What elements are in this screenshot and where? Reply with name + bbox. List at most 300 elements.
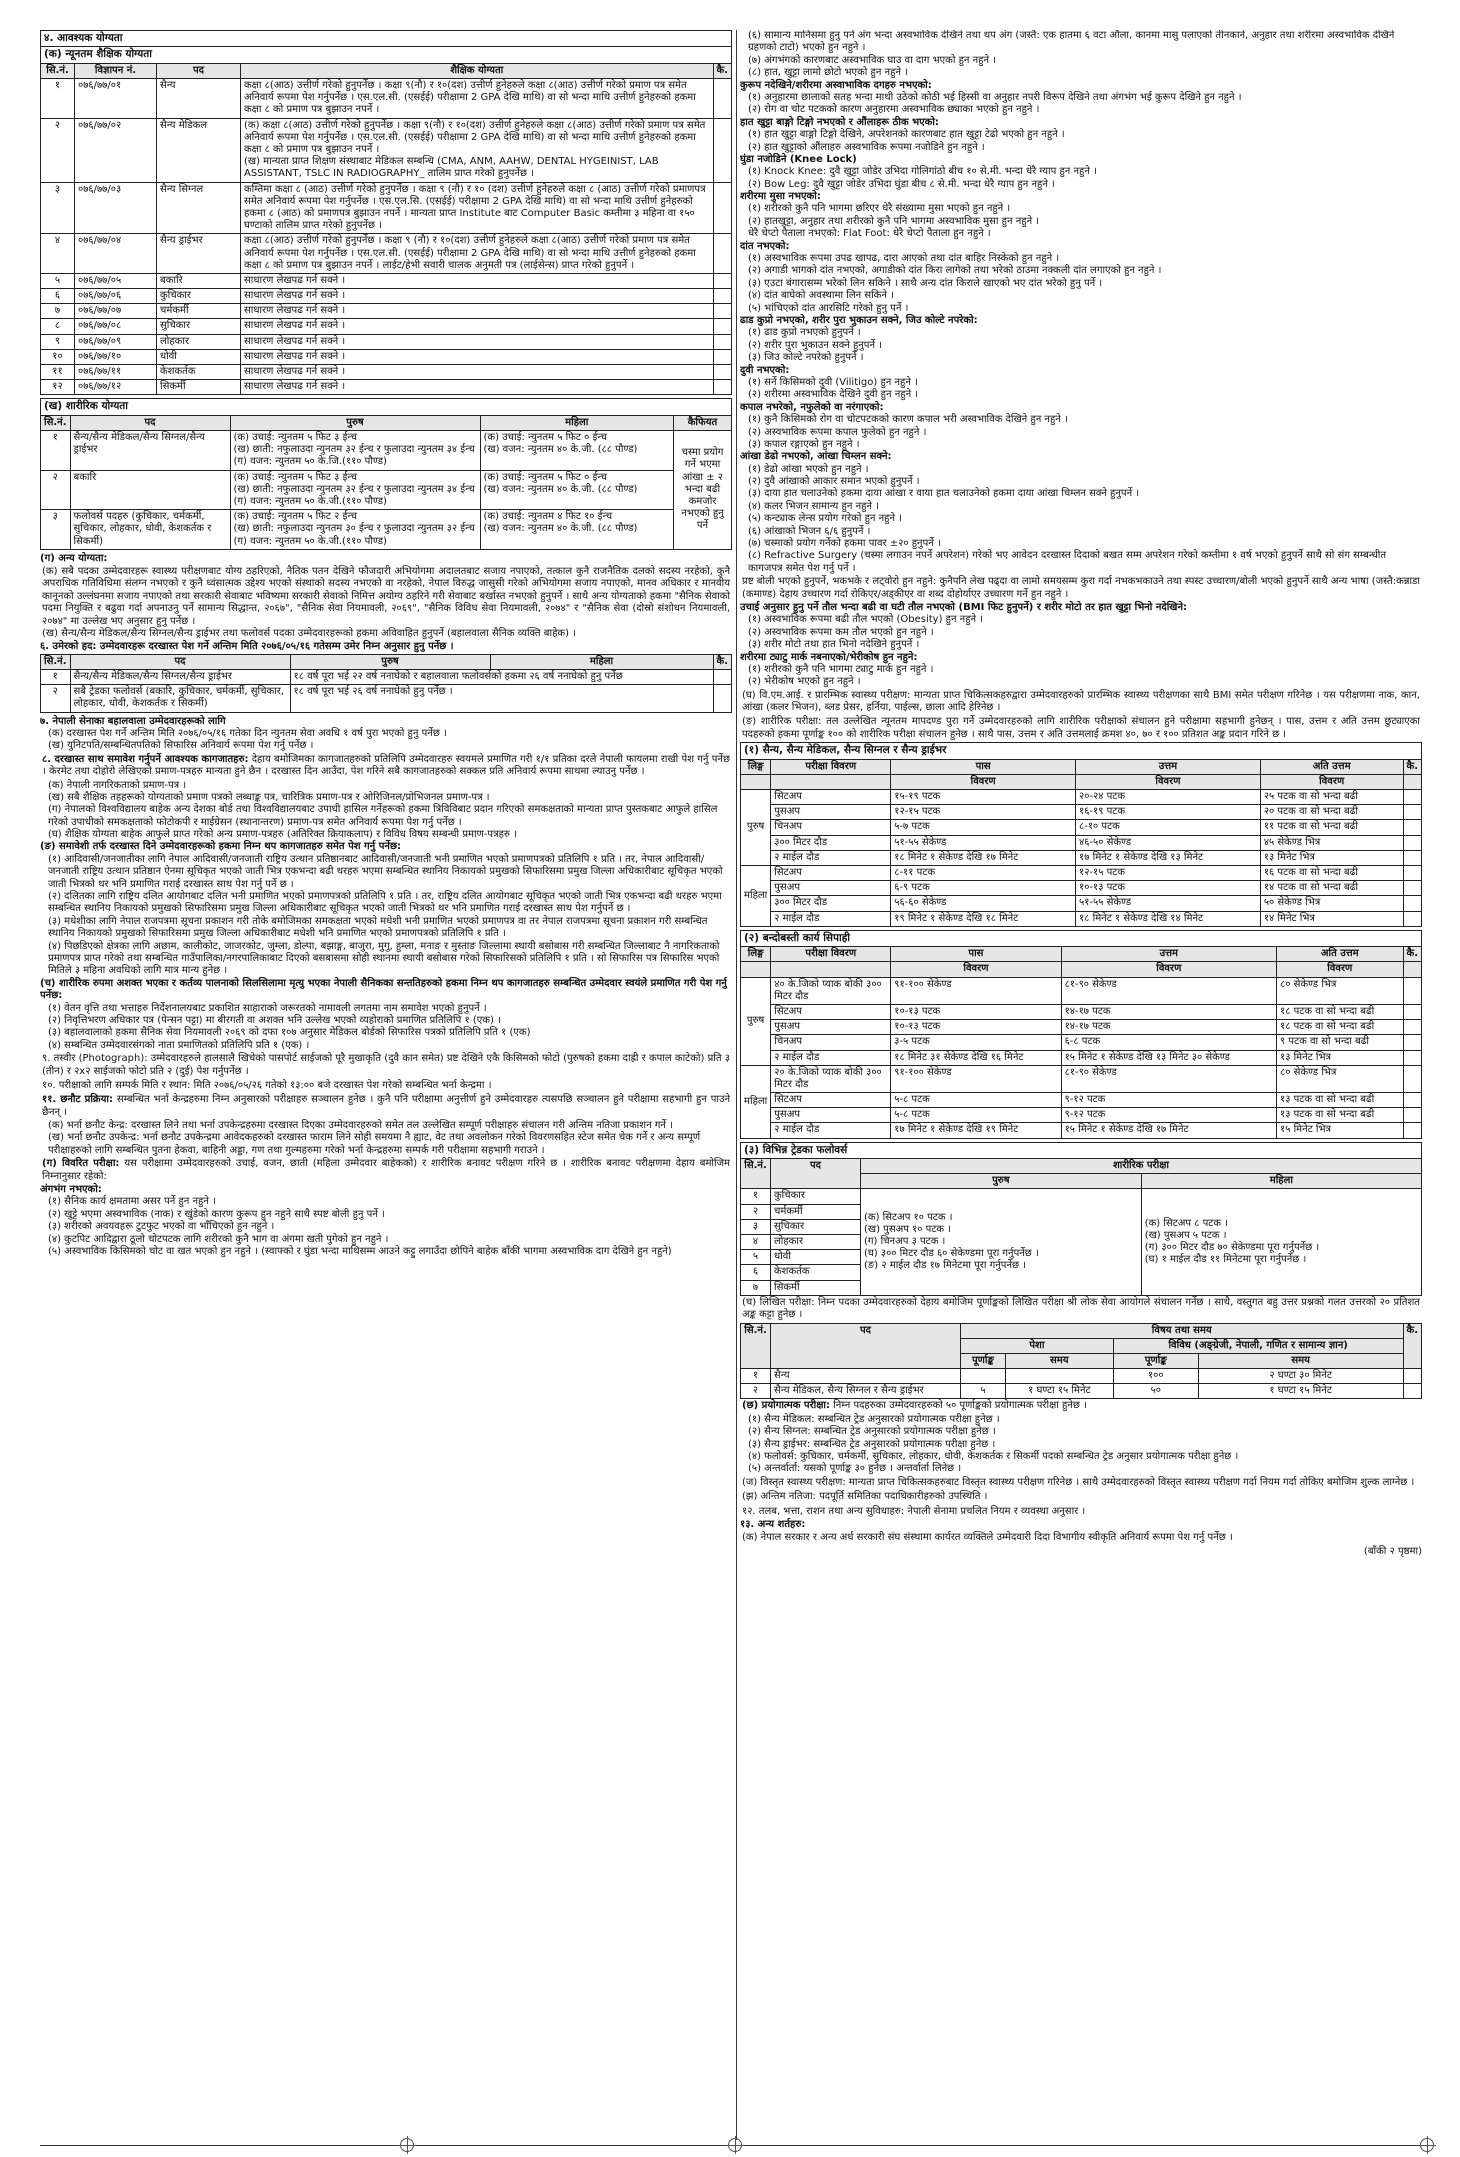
gender-label: पुरुष [741, 977, 771, 1065]
cell-sn: ३ [41, 510, 71, 550]
cell-sn: १२ [41, 380, 75, 395]
list-item: (क) दरखास्त पेश गर्ने अन्तिम मिति २०७६/०५/१६ गतेका दिन न्युनतम सेवा अवधि १ वर्ष पुरा भएको हुनु पर्नेछ । [48, 727, 447, 739]
cell-pass: ६-९ पटक [891, 881, 1076, 896]
fitness-table-1 [740, 759, 1422, 927]
cell-good: १५ मिनेट १ सेकेण्ड देखि १३ मिनेट ३० सेकेण्ड [1061, 1050, 1276, 1065]
list-item: (७) चस्माको प्रयोग गर्नेको हकमा पावर ±२० हुनुपर्ने । [748, 538, 941, 550]
age-title: ६. उमेरको हद: उम्मेदवारहरू दरखास्त पेश गर्ने अन्तिम मिति २०७६/०५/१६ गतेसम्म उमेर निम्न अनुसार हुनु पर्नेछ । [40, 641, 454, 653]
gender-label: महिला [741, 1065, 771, 1138]
table-row [741, 1004, 1422, 1019]
group-title: कपाल नभरेको, नफुलेको वा नरंगाएको: [740, 401, 884, 413]
section-ga-title: (ग) अन्य योग्यता: [40, 552, 108, 564]
education-table [40, 63, 732, 396]
cell-post: चर्मकर्मी [771, 1204, 861, 1219]
table-row [741, 1189, 1422, 1204]
cell-test: चिनअप [771, 820, 891, 835]
section-cha-title: (च) शारीरिक रुपमा अशक्त भएका र कर्तव्य पालनाको सिलसिलामा मृत्यु भएका नेपाली सैनिकका सन्ततिहरुको हकमा निम्न थप कागजातहरु सम्बन्धित उम्मेदवार स्वयंले प्रमाणित गरी पेश गर्नु पर्नेछ: [40, 977, 727, 1002]
section-ga2-title: (ग) विवरित परीक्षा: [42, 1158, 120, 1170]
cell-remark [713, 79, 731, 119]
cell-sn: ६ [741, 1265, 771, 1280]
col-time: समय [1198, 1353, 1403, 1368]
cell-test: चिनअप [771, 1035, 891, 1050]
section-ka-title: (क) न्यूनतम शैक्षिक योग्यता [40, 46, 732, 62]
list-item: (क) नेपाली नागरिकताको प्रमाण-पत्र । [48, 779, 187, 791]
cell-remark [713, 365, 731, 380]
cell-best: १८ पटक वा सो भन्दा बढी [1277, 1020, 1404, 1035]
section-7-title: ७. नेपाली सेनाका बहालवाला उम्मेदवारहरूको लागि [40, 715, 226, 727]
table-row [741, 1093, 1422, 1108]
list-item: (२) दलितका लागि राष्ट्रिय दलित आयोगबाट दलित भनी प्रमाणित भएको प्रमाणपत्रको प्रतिलिपि १ प्रति । तर, राष्ट्रिय दलित आयोगबाट सूचिकृत भएको जाती भित्र एकभन्दा बढी थरहरु भएमा सम्बन्धित स्थानिय निकायको प्रमुखको सिफारिसमा प्रमुख जिल्ला अधिकारीबाट सूचिकृत भएको जाती भित्रको थर भनि प्रमाणित गराई दरखास्त साथ पेश गर्नुपर्ने छ । [48, 891, 722, 915]
cell-adv: ०७६/७७/०५ [75, 273, 157, 288]
col-gender: लिङ्ग [741, 947, 771, 962]
cell-sn: ८ [41, 319, 75, 334]
col-remark: कै. [1403, 759, 1421, 774]
col-sn: सि.नं. [41, 654, 71, 669]
list-item: (२) अगाडी भागको दांत नभएको, अगाडीको दांत किरा लागेको तथा भरेको ठाउमा नक्कली दांत लगाएको हुन नहुने । [748, 265, 1162, 277]
list-item: (८) हात, खुट्टा लामो छोटो भएको हुन नहुने । [748, 67, 908, 79]
cell-remark [713, 273, 731, 288]
cell-best: १४ पटक वा सो भन्दा बढी [1260, 881, 1403, 896]
cell-female: (क) सिटअप ८ पटक । (ख) पुसअप ५ पटक । (ग) ३०० मिटर दौड ७० सेकेण्डमा पूरा गर्नुपर्नेछ । (घ) १ माईल दौड ११ मिनेटमा पूरा गर्नुपर्नेछ । [1141, 1189, 1421, 1295]
cell-sn: २ [41, 685, 71, 712]
physical-table [40, 415, 732, 550]
table-row [741, 1035, 1422, 1050]
cell-female: (क) उचाई: न्युनतम ५ फिट ० ईन्च (ख) वजन: न्युनतम ४० के.जी. (८८ पौण्ड) [480, 470, 674, 510]
list-item: (घ) शैक्षिक योग्यता बाहेक आफुले प्राप्त गरेको अन्य प्रमाण-पत्रहरु (अतिरिक्त क्रियाकलाप) र विविध विषय सम्बन्धी प्रमाण-पत्रहरु । [48, 829, 517, 841]
cell-qual: साधारण लेखपढ गर्न सक्ने । [241, 289, 714, 304]
cell-pass: १७ मिनेट १ सेकेण्ड देखि १९ मिनेट [891, 1123, 1061, 1138]
list-item: (ग) नेपालको विश्वविद्यालय बाहेक अन्य देशका बोर्ड तथा विश्वविद्यालयबाट उपाधी हासिल गर्नेहरूको हकमा त्रिविविबाट प्रदान गरिएको समकक्षताको मान्यता प्राप्त पुस्तकबाट आफुले हासिल गरेको उपाधीको समकक्षताको फोटोकपी र माईग्रेसन (स्थानान्तरण) प्रमाण-पत्र समेत अनिवार्य रूपमा पेश गर्नु पर्नेछ । [48, 804, 718, 828]
group-title: कुरूप नदेखिने/शरीरमा अस्वाभाविक दगहरु नभएको: [740, 79, 932, 91]
table-row [741, 805, 1422, 820]
cell-test: पुसअप [771, 805, 891, 820]
cell-post: सैन्य [157, 79, 241, 119]
list-item: (ख) भर्ना छनौट उपकेन्द्र: भर्ना छनौट उपकेन्द्रमा आवेदकहरुको दरखास्त फाराम लिने सोही समयमा नै ह्याट, वेट तथा अवलोकन गरेको विवरणसहित स्टेज समेत चेक गर्ने र अन्य सम्पूर्ण परीक्षाहरुको लागि सम्बन्धित पुतना हेकवा, बाहिनी अड्डा, गण तथा गुल्महरुमा गरेको भर्ना केन्द्रहरुमा सम्पर्क गरी परीक्षामा सहभागी गराउने । [48, 1132, 701, 1156]
col-male: पुरुष [290, 654, 490, 669]
list-item: (३) शरीर मोटो तथा हात भिनो नदेखिने हुनुपर्ने । [748, 639, 920, 651]
cell-post: सैन्य सिग्नल [157, 182, 241, 234]
table-row [41, 182, 732, 234]
list-item: (२) हात खुट्टाको औंलाहरु अस्वभाविक रूपमा नजोडिने हुन नहुने । [748, 141, 985, 153]
table-row [41, 234, 732, 274]
col-full: पूर्णाङ्क [961, 1353, 1006, 1368]
table-row [741, 1384, 1422, 1399]
cell-post: सैन्य [771, 1369, 961, 1384]
cell-remark [713, 118, 731, 182]
cell-male: (क) उचाई: न्युनतम ५ फिट २ ईन्च (ख) छाती: नफुलाउदा न्युनतम ३० ईन्च र फुलाउदा न्युनतम ३२ ईन्च (ग) वजन: न्युनतम ५० के.जी.(११० पौण्ड) [230, 510, 480, 550]
table-row [741, 1050, 1422, 1065]
cell-adv: ०७६/७७/०४ [75, 234, 157, 274]
cell-sn: २ [741, 1384, 771, 1399]
group-title: घुंडा नजोडिने (Knee Lock) [740, 153, 857, 165]
cell-post: सैन्य ड्राईभर [157, 234, 241, 274]
table-row [41, 365, 732, 380]
cell-test: २ माईल दौड [771, 1123, 891, 1138]
cell-post: बकारि [70, 470, 230, 510]
cell-post: फलोवर्स पदहरु (कुचिकार, चर्मकर्मी, सुचिकार, लोहकार, धोवी, केशकर्तक र सिकर्मी) [70, 510, 230, 550]
fitness-2-subheader [741, 962, 1422, 977]
table-row [741, 911, 1422, 926]
col-sn: सि.नं. [41, 415, 71, 430]
cell-good: १५ मिनेट १ सेकेण्ड देखि १७ मिनेट [1061, 1123, 1276, 1138]
col-full: पूर्णाङ्क [1113, 1353, 1198, 1368]
cell-remark [713, 670, 731, 685]
list-item: (५) अस्वभाविक किसिमको चोट वा खत भएको हुन नहुने । (स्वाफ्को र घुंडा भन्दा माथिसम्म आउने कट्टु लगाउँदा छोपिने बाहेक बाँकी भागमा अस्वभाविक दाग देखिने हुन नहुने) [48, 1245, 672, 1257]
cell-remark [713, 349, 731, 364]
cell-remark [1403, 1020, 1421, 1035]
table-row [741, 835, 1422, 850]
col-best: अति उत्तम [1260, 759, 1403, 774]
cell-remark [1403, 896, 1421, 911]
col-post: पद [771, 1323, 961, 1369]
cell-best: १४ मिनेट भित्र [1260, 911, 1403, 926]
table-row [41, 289, 732, 304]
section-11-text: सम्बन्धित भर्ना केन्द्रहरुमा निम्न अनुसारको परीक्षाहरु सञ्चालन हुनेछ । कुनै पनि परीक्षामा अनुत्तीर्ण हुने उम्मेदवारहरु त्यसपछि सञ्चालन हुने परीक्षामा सहभागी हुन पाउने छैनन् । [42, 1094, 731, 1118]
cell-remark [1403, 1108, 1421, 1123]
fitness-table-2 [740, 946, 1422, 1138]
section-kha-title: (ख) शारीरिक योग्यता [40, 398, 732, 414]
cell-best: १६ पटक वा सो भन्दा बढी [1260, 866, 1403, 881]
final-result: (झ) अन्तिम नतिजा: पदपूर्ति समितिका पदाधिकारीहरुको उपस्थिति । [742, 1491, 988, 1503]
cell-post: सैन्य मेडिकल, सैन्य सिग्नल र सैन्य ड्राईभर [771, 1384, 961, 1399]
speech-requirement: प्रष्ट बोली भएको हुनुपर्ने, भकभके र लट्वोरो हुन नहुने: कुनैपनि लेख पढ्दा वा लामो समयसम्म कुरा गर्दा नभकभकाउने तथा स्पस्ट उच्चारण/बोली भएको हुनुपर्ने साथै अन्य भाषा (जस्तै:कन्नाडा (कमाण्ड) देहाय उच्चारण गर्दा रोकिएर/अड्कीएर वा शब्द दोहोर्याएर उच्चारण गर्ने हुन नहुने । [742, 576, 1420, 600]
col-pass: पास [891, 947, 1061, 962]
table-row [741, 850, 1422, 865]
cell-good: ९-१२ पटक [1061, 1093, 1276, 1108]
table-row [41, 79, 732, 119]
section-4-title: ४. आवश्यक योग्यता [40, 30, 732, 46]
col-subject: विषय तथा समय [961, 1323, 1404, 1338]
list-item: (२) अस्वभाविक रूपमा कम तौल भएको हुन नहुने । [748, 626, 934, 638]
cell-remark [1403, 1123, 1421, 1138]
col-post: पद [771, 1159, 861, 1189]
section-8-title: ८. दरखास्त साथ समावेश गर्नुपर्ने आवश्यक कागजातहरु: [42, 753, 249, 765]
cell-male: १८ वर्ष पूरा भई २६ वर्ष ननाघेको हुनु पर्नेछ । [290, 685, 713, 712]
cell-test: २ माईल दौड [771, 911, 891, 926]
age-header-row [41, 654, 732, 669]
list-item: (८) Refractive Surgery (चस्मा लगाउन नपर्ने अपरेशन) गरेको भए आवेदन दरखास्त दिदाको बखत सम्म अपरेशन गरेको कम्तीमा १ वर्ष भएको हुनुपर्ने साथै सो संग सम्बन्धीत कागजपत्र समेत पेश गर्नु पर्ने । [748, 550, 1387, 574]
table-row [41, 431, 732, 471]
bmi-title: उचाई अनुसार हुनु पर्ने तौल भन्दा बढी वा घटी तौल नभएको (BMI फिट हुनुपर्ने) र शरीर मोटो तर हात खुट्टा भिनो नदेखिने: [740, 601, 1188, 613]
cell-qual: कक्षा ८(आठ) उत्तीर्ण गरेको हुनुपर्नेछ । कक्षा ९ (नौ) र १०(दश) उत्तीर्ण हुनेहरुले कक्षा ८(आठ) उत्तीर्ण गरेको प्रमाण पत्र समेत अनिवार्य रूपमा पेश गर्नुपर्नेछ । एस.एल.सी. (एसईई) परीक्षामा 2 GPA देखि माथि) वा सो भन्दा माथि उत्तीर्ण हुनेहरुको हकमा कक्षा ८ को प्रमाण पत्र बुझाउन नपर्ने । लाईट/हेभी सवारी चालक अनुमती पत्र (लाईसेन्स) प्राप्त गरेको हुनुपर्ने । [241, 234, 714, 274]
cell-post: कुचिकार [157, 289, 241, 304]
section-13-text: (क) नेपाल सरकार र अन्य अर्ध सरकारी संघ संस्थामा कार्यरत व्यक्तिले उम्मेदवारी दिदा विभागीय स्वीकृति अनिवार्य रूपमा पेश गर्नु पर्नेछ । [742, 1532, 1233, 1544]
section-10: १०. परीक्षाको लागि सम्पर्क मिति र स्थान: मिति २०७६/०५/२६ गतेको १३:०० बजे दरखास्त पेश गरेको सम्बन्धित भर्ना केन्द्रमा । [42, 1079, 492, 1091]
list-item: (१) अस्वभाविक रूपमा उपढ खापढ, दारा आएको तथा दांत बाहिर निस्केको हुन नहुने । [748, 253, 1060, 265]
list-item: (३) बहालवालाको हकमा सैनिक सेवा नियमावली २०६९ को दफा १०७ अनुसार मेडिकल बोर्डको सिफारिस पत्रको प्रतिलिपि प्रति १ (एक) [48, 1027, 531, 1039]
registration-mark-icon [1420, 2138, 1434, 2152]
cell-remark [1403, 820, 1421, 835]
cell-time: २ घण्टा ३० मिनेट [1198, 1369, 1403, 1384]
cell-adv: ०७६/७७/०१ [75, 79, 157, 119]
cell-remark [1403, 790, 1421, 805]
list-item: (५) कन्ट्याक लेन्स प्रयोग गरेको हुन नहुने । [748, 513, 903, 525]
col-remark: कै. [1403, 1323, 1421, 1369]
list-item: (३) सैन्य ड्राईभर: सम्बन्धित ट्रेड अनुसारको प्रयोगात्मक परीक्षा हुनेछ । [748, 1438, 996, 1450]
cell-remark [713, 182, 731, 234]
cell-good: १६-१९ पटक [1076, 805, 1261, 820]
cell-male: (क) उचाई: न्युनतम ५ फिट ३ ईन्च (ख) छाती: नफुलाउदा न्युनतम ३२ ईन्च र फुलाउदा न्युनतम ३४ ईन्च (ग) वजन: न्युनतम ५० के.जी.(११० पौण्ड) [230, 470, 480, 510]
cell-sn: ३ [41, 182, 75, 234]
cell-qual: (क) कक्षा ८(आठ) उत्तीर्ण गरेको हुनुपर्नेछ । कक्षा ९(नौ) र १०(दश) उत्तीर्ण हुनेहरुले कक्षा ८(आठ) उत्तीर्ण गरेको प्रमाण पत्र समेत अनिवार्य रूपमा पेश गर्नुपर्नेछ । एस.एल.सी. (एसईई) परीक्षामा 2 GPA देखि माथि) वा सो भन्दा माथि उत्तीर्ण हुनेहरुको हकमा कक्षा ८ को प्रमाण पत्र बुझाउन नपर्ने । (ख) मान्यता प्राप्त शिक्षण संस्थाबाट मेडिकल सम्बन्धि (CMA, ANM, AAHW, DENTAL HYGEINIST, LAB ASSISTANT, TSLC IN RADIOGRAPHY_ तालिम प्राप्त गरेको हुनुपर्नेछ । [241, 118, 714, 182]
cell-sn: १ [741, 1189, 771, 1204]
col-qual: शैक्षिक योग्यता [241, 63, 714, 78]
table-row [741, 1020, 1422, 1035]
cell-pass: १२-१५ पटक [891, 805, 1076, 820]
list-item: (१) सैनिक कार्य क्षमतामा असर पर्ने हुन नहुने । [48, 1196, 216, 1208]
cell-remark [1403, 835, 1421, 850]
cell-best: ८० सेकेण्ड भित्र [1277, 977, 1404, 1004]
table-row [41, 334, 732, 349]
cell-qual: कम्तिमा कक्षा ८ (आठ) उत्तीर्ण गरेको हुनुपर्नेछ । कक्षा ९ (नौ) र १० (दश) उत्तीर्ण हुनेहरुले कक्षा ८ (आठ) उत्तीर्ण गरेको प्रमाणपत्र समेत अनिवार्य रूपमा पेश गर्नुपर्नेछ । एस.एल.सि. (एसईई) परीक्षामा 2 GPA देखि माथि) वा सो भन्दा माथि उत्तीर्ण हुनेहरुको हकमा ८ (आठ) को प्रमाणपत्र बुझाउन नपर्ने । मान्यता प्राप्त Institute बाट Computer Basic कम्तीमा ३ महिना वा १५० घण्टाको तालिम प्राप्त गरेको हुनुपर्नेछ । [241, 182, 714, 234]
cell-remark [1403, 850, 1421, 865]
cell-test: सिटअप [771, 1004, 891, 1019]
cell-remark [1403, 881, 1421, 896]
cell-pass: ५६-६० सेकेण्ड [891, 896, 1076, 911]
cell-good: १०-१३ पटक [1076, 881, 1261, 896]
cell-remark [713, 380, 731, 395]
cell-best: १८ पटक वा सो भन्दा बढी [1277, 1004, 1404, 1019]
cell-female: (क) उचाई: न्युनतम ४ फिट १० ईन्च (ख) वजन: न्युनतम ४० के.जी. (८८ पौण्ड) [480, 510, 674, 550]
cell-pass: १०-१३ पटक [891, 1004, 1061, 1019]
cell-test: पुसअप [771, 1020, 891, 1035]
section-8-text: देहाय बमोजिमका कागजातहरुको प्रतिलिपि उम्मेदवारहरु स्वयमले प्रमाणित गरी १/१ प्रतिका दरले नेपाली फायलमा राखी पेश गर्नु पर्नेछ । केरमेट तथा दोहोरो लेखिएको प्रमाण-पत्रहरु मान्यता हुने छैन । दरखास्त दिन आउँदा, पेश गरिने सबै कागजातहरुको सक्कल प्रति अनिवार्य रूपमा साथमा ल्याउनु पर्नेछ । [42, 753, 730, 778]
list-item: (१) सैन्य मेडिकल: सम्बन्धित ट्रेड अनुसारको प्रयोगात्मक परीक्षा हुनेछ । [748, 1413, 1000, 1425]
cell-good: ९-१२ पटक [1061, 1108, 1276, 1123]
table-row [741, 1123, 1422, 1138]
fitness-table-3 [740, 1158, 1422, 1296]
list-item: (ख) युनिटपति/सम्बन्धितपतिको सिफारिस अनिवार्य रूपमा पेश गर्नु पर्नेछ । [48, 740, 314, 752]
cell-remark [713, 334, 731, 349]
cell-good: १८ मिनेट १ सेकेण्ड देखि १४ मिनेट [1076, 911, 1261, 926]
cell-pass: ३-५ पटक [891, 1035, 1061, 1050]
cell-good: २०-२४ पटक [1076, 790, 1261, 805]
physical-exam-text: (ङ) शारीरिक परीक्षा: तल उल्लेखित न्यूनतम मापदण्ड पुरा गर्ने उम्मेदवारहरुको लागि शारीरिक परीक्षाको संचालन हुने परीक्षामा सहभागी हुनेछन् । पास, उत्तम र अति उत्तम छुट्याएका पदहरुको हकमा पूर्णाङ्क १०० को शारीरिक परीक्षा संचालन हुनेछ । साथै पास, उत्तम र अति उत्तमलाई क्रमश ४०, ७० र १०० प्रतिशत अङ्क प्रदान गरिने छ । [742, 716, 1420, 740]
cell-good: ८१-९० सेकेण्ड [1061, 977, 1276, 1004]
list-item: (२) खुट्टे भएमा अस्वभाविक (नाक) र खुंडेको कारण कुरूप हुन नहुने साथै स्पष्ट बोली हुनु पर्ने । [48, 1208, 385, 1220]
cell-qual: साधारण लेखपढ गर्न सक्ने । [241, 304, 714, 319]
cell-adv: ०७६/७७/१२ [75, 380, 157, 395]
list-item: (१) अस्वभाविक रूपमा बढी तौल भएको (Obesity) हुन नहुने । [748, 614, 984, 626]
list-item: (१) शरीरको कुनै पनि भागमा ट्याटु मार्क हुन नहुने । [748, 663, 934, 675]
list-item: (ख) सबै शैक्षिक तहहरूको योग्यताको प्रमाण पत्रको लब्धाङ्क पत्र, चारित्रिक प्रमाण-पत्र र ओरिजिनल/प्रोभिजनल प्रमाण-पत्र । [48, 791, 490, 803]
col-best: अति उत्तम [1277, 947, 1404, 962]
list-item: (१) वेतन वृत्ति तथा भत्ताहरु निर्देशनालयबाट प्रकाशित साहाराको जरूरतको नामावली लगतमा नाम समावेश भएको हुनुपर्ने । [48, 1002, 487, 1014]
col-post: पद [70, 415, 230, 430]
cell-post: सबै ट्रेडका फलोवर्स (बकारि, कुचिकार, चर्मकर्मी, सुचिकार, लोहकार, धोवी, केशकर्तक र सिकर्मी) [70, 685, 290, 712]
cell-sn: २ [41, 118, 75, 182]
fitness-1-title: (१) सैन्य, सैन्य मेडिकल, सैन्य सिग्नल र सैन्य ड्राईभर [740, 742, 1422, 758]
cell-remark [713, 319, 731, 334]
col-male: पुरुष [230, 415, 480, 430]
cell-sn: ७ [741, 1280, 771, 1295]
table-row [741, 1108, 1422, 1123]
fitness-1-header [741, 759, 1422, 774]
cell-post: धोवी [157, 349, 241, 364]
section-ga-text: (क) सबै पदका उम्मेदवारहरू स्वास्थ्य परीक्षणबाट योग्य ठहरिएको, नैतिक पतन देखिने फौजदारी अभियोगमा अदालतबाट सजाय नपाएको, तत्काल कुनै राजनैतिक दलको सदस्य नरहेको, कुनै अपराधिक गतिविधिमा संलग्न नभएको र कुनै ध्वंसात्मक उद्देश्य भएको संस्थाको सदस्य नभएको वा नरहेको, नेपाल विरुद्ध जासुसी गरेको अभियोगमा सजाय नपाएको, मानव अधिकार र मानवीय कानूनको उल्लंघनमा सजाय नपाएको तथा सरकारी सेवाबाट भविष्यमा सरकारी सेवाको निमित्त अयोग्य ठहरिने गरी सेवाबाट बर्खास्त नभएको हुनुपर्ने । साथै अन्य योग्यताको हकमा "सैनिक सेवाको पदमा नियुक्ति र बढुवा गर्दा अपनाउनु पर्ने सामान्य सिद्धान्त, २०६७", "सैनिक सेवा नियमावली, २०६९", "सैनिक विविध सेवा नियमावली, २०७४" र "सैनिक सेवा (दोस्रो संशोधन नियमावली, २०७४" मा उल्लेख भए अनुसार हुनु पर्नेछ । (ख) सैन्य/सैन्य मेडिकल/सैन्य सिग्नल/सैन्य ड्राईभर तथा फलोवर्स पदका उम्मेदवारहरूको हकमा अविवाहित हुनुपर्ने (बहालवाला सैनिक व्यक्ति बाहेक) । [42, 566, 730, 640]
cell-post: सैन्य/सैन्य मेडिकल/सैन्य सिग्नल/सैन्य ड्राईभर [70, 670, 290, 685]
fitness-1-subheader [741, 774, 1422, 789]
cell-post: धोवी [771, 1250, 861, 1265]
list-item: (१) शरीरको कुनै पनि भागमा छरिएर धेरै संख्यामा मुसा भएको हुन नहुने । [748, 203, 1011, 215]
cell-adv: ०७६/७७/१० [75, 349, 157, 364]
sub-label: विवरण [891, 774, 1076, 789]
list-item: (४) कलर भिजन सामान्य हुन नहुने । [748, 500, 879, 512]
group-title: ढाड कुप्रो नभएको, शरीर पुरा भुकाउन सक्ने, जिउ कोल्टे नपरेको: [740, 314, 978, 326]
practical-text: निम्न पदहरुका उम्मेदवारहरुको ५० पूर्णाङ्कको प्रयोगात्मक परीक्षा हुनेछ । [833, 1400, 1087, 1412]
cell-adv: ०७६/७७/०७ [75, 304, 157, 319]
list-item: (२) शरीर पुरा भुकाउन सक्ने हुनुपर्ने । [748, 339, 883, 351]
cell-test: २ माईल दौड [771, 1050, 891, 1065]
list-item: (१) कुनै किसिमको रोग वा चोटपटकको कारण कपाल भरी अस्वभाविक देखिने हुन नहुने । [748, 414, 1068, 426]
section-13-title: १३. अन्य शर्तहरु: [740, 1519, 806, 1530]
cell-remark [713, 234, 731, 274]
cell-best: २५ पटक वा सो भन्दा बढी [1260, 790, 1403, 805]
cell-male: १८ वर्ष पूरा भई २२ वर्ष ननाघेको र बहालवाला फलोवर्सको हकमा २६ वर्ष ननाघेको हुनु पर्नेछ [290, 670, 713, 685]
cell-best: ४५ सेकेण्ड भित्र [1260, 835, 1403, 850]
cell-test: ४० के.जिको प्याक बोकी ३०० मिटर दौड [771, 977, 891, 1004]
table-row [41, 510, 732, 550]
written-exam-table [740, 1323, 1422, 1400]
fitness-2-header [741, 947, 1422, 962]
cell-pass: ५-८ पटक [891, 1093, 1061, 1108]
cell-post: सिकर्मी [157, 380, 241, 395]
cell-female: (क) उचाई: न्युनतम ५ फिट ० ईन्च (ख) वजन: न्युनतम ४० के.जी. (८८ पौण्ड) [480, 431, 674, 471]
col-good: उत्तम [1076, 759, 1261, 774]
col-vividh: विविध (अङ्ग्रेजी, नेपाली, गणित र सामान्य ज्ञान) [1113, 1338, 1403, 1353]
list-item: (३) जिउ कोल्टे नपरेको हुनुपर्ने । [748, 352, 864, 364]
continued-note: (बाँकी २ पृष्ठमा) [1363, 1545, 1422, 1557]
education-header-row [41, 63, 732, 78]
cell-pass: १८ मिनेट ३१ सेकेण्ड देखि १६ मिनेट [891, 1050, 1061, 1065]
col-pesha: पेशा [961, 1338, 1114, 1353]
cell-full: १०० [1113, 1369, 1198, 1384]
cell-post: सैन्य मेडिकल [157, 118, 241, 182]
section-9: ९. तस्वीर (Photograph): उम्मेदवारहरुले हालसालै खिचेको पासपोर्ट साईजको पूरै मुखाकृति (दुवै कान समेत) प्रष्ट देखिने एकै किसिमको फोटो (पुरुषको हकमा दाह्री र कपाल काटेको) प्रति ३ (तीन) र २x२ साईजको फोटो प्रति २ (दुई) पेश गर्नुपर्नेछ । [42, 1053, 730, 1077]
col-sn: सि.नं. [741, 1159, 771, 1189]
cell-post: सिकर्मी [771, 1280, 861, 1295]
list-item: (क) भर्ना छनौट केन्द्र: दरखास्त लिने तथा भर्ना उपकेन्द्रहरुमा दरखास्त दिएका उम्मेदवारहरुको समेत तल उल्लेखित सम्पूर्ण परीक्षाहरु संचालन गरी अन्तिम नतिजा प्रकाशन गर्ने । [48, 1120, 673, 1132]
cell-sn: १ [41, 431, 71, 471]
cell-adv: ०७६/७७/०३ [75, 182, 157, 234]
cell-pass: १५-१९ पटक [891, 790, 1076, 805]
cell-remark [1403, 1093, 1421, 1108]
col-remark: कै. [1403, 947, 1421, 962]
list-item: (७) अंगभंगको कारणबाट अस्वभाविक घाउ वा दाग भएको हुन नहुने । [748, 54, 997, 66]
group-title: दुवी नभएको: [740, 364, 790, 376]
cell-best: १३ मिनेट भित्र [1277, 1050, 1404, 1065]
section-12: १२. तलब, भत्ता, राशन तथा अन्य सुविधाहरु: नेपाली सेनामा प्रचलित नियम र व्यवस्था अनुसार । [742, 1505, 1086, 1517]
list-item: (१) ढाड कुप्रो नभएको हुनुपर्ने । [748, 327, 861, 339]
cell-sn: ४ [741, 1235, 771, 1250]
cell-post: चर्मकर्मी [157, 304, 241, 319]
list-item: (१) डेढो आंखा भएको हुन नहुने । [748, 463, 869, 475]
cell-best: १३ पटक वा सो भन्दा बढी [1277, 1093, 1404, 1108]
col-good: उत्तम [1061, 947, 1276, 962]
cell-post: सैन्य/सैन्य मेडिकल/सैन्य सिग्नल/सैन्य ड्राईभर [70, 431, 230, 471]
cell-good: ५१-५५ सेकेण्ड [1076, 896, 1261, 911]
group-title: शरीरमा मुसा नभएको: [740, 191, 821, 203]
written-exam-text: (च) लिखित परीक्षा: निम्न पदका उम्मेदवारहरुको देहाय बमोजिम पूर्णाङ्कको लिखित परीक्षा श्री लोक सेवा आयोगले संचालन गर्नेछ । साथै, वस्तुगत बहु उत्तर प्रश्नको गलत उत्तरको २० प्रतिशत अङ्क कट्टा हुनेछ । [742, 1296, 1420, 1321]
list-item: (६) आंखाको भिजन ६/६ हुनुपर्ने । [748, 525, 871, 537]
table-row [741, 790, 1422, 805]
fitness-3-title: (३) विभिन्न ट्रेडका फलोवर्स [740, 1142, 1422, 1158]
cell-sn: २ [741, 1204, 771, 1219]
cell-post: सुचिकार [157, 319, 241, 334]
cell-pass: ५-८ पटक [891, 1108, 1061, 1123]
cell-remark: चस्मा प्रयोग गर्ने भएमा आंखा ± २ भन्दा बढी कमजोर नभएको हुनु पर्ने [674, 431, 732, 550]
cell-remark [1403, 805, 1421, 820]
cell-sn: ७ [41, 304, 75, 319]
cell-full: ५ [961, 1384, 1006, 1399]
list-item: (४) दांत बाघेको अवस्थामा लिन सकिने । [748, 290, 894, 302]
cell-post: कुचिकार [771, 1189, 861, 1204]
cell-good: ८१-९० सेकेण्ड [1061, 1065, 1276, 1092]
list-item: (२) रोग वा चोट पटकको कारण अनुहारमा अस्वभाविक छ्याका भएको हुन नहुने । [748, 104, 1040, 116]
table-row [41, 470, 732, 510]
table-row [741, 866, 1422, 881]
group-title: आंखा डेढो नभएको, आंखा चिम्लन सक्ने: [740, 451, 892, 463]
fitness-3-header [741, 1159, 1422, 1174]
cell-test: पुसअप [771, 1108, 891, 1123]
table-row [741, 1369, 1422, 1384]
col-male: पुरुष [861, 1174, 1142, 1189]
list-item: (३) कपाल रङ्गाएको हुन नहुने । [748, 438, 860, 450]
cell-pass: १०-१३ पटक [891, 1020, 1061, 1035]
list-item: (२) शरीरमा अस्वभाविक देखिने दुवी हुन नहुने । [748, 389, 919, 401]
cell-good: ४६-५० सेकेण्ड [1076, 835, 1261, 850]
col-physical: शारीरिक परीक्षा [861, 1159, 1422, 1174]
col-remark: कै. [713, 63, 731, 78]
section-ga2-text: यस परीक्षामा उम्मेदवारहरुको उचाई, वजन, छाती (महिला उम्मेदवार बाहेकको) र शारीरिक बनावट परीक्षण गरिने छ । शारीरिक बनावट परीक्षणमा देहाय बमोजिम निम्नानुसार रहेको: [42, 1158, 731, 1182]
table-row [41, 304, 732, 319]
cell-post: लोहकार [157, 334, 241, 349]
col-sn: सि.नं. [41, 63, 75, 78]
cell-test: २ माईल दौड [771, 850, 891, 865]
col-sn: सि.नं. [741, 1323, 771, 1369]
cell-good: १४-१७ पटक [1061, 1004, 1276, 1019]
cell-sn: २ [41, 470, 71, 510]
left-column [40, 30, 732, 2140]
right-column [740, 30, 1422, 2140]
list-item: (४) कुटपिट आदिद्वारा ठूलो चोटपटक लागि शरीरको कुनै भाग वा अंगमा खती पुगेको हुन नहुने । [48, 1233, 389, 1245]
cell-pass: ८-११ पटक [891, 866, 1076, 881]
registration-mark-icon [728, 2138, 742, 2152]
cell-test: ३०० मिटर दौड [771, 835, 891, 850]
group-title: हात खुट्टा बाङ्गो टिङ्गो नभएको र औंलाहरू ठीक भएको: [740, 116, 939, 128]
detailed-health-check: (ज) विस्तृत स्वास्थ्य परीक्षण: मान्यता प्राप्त चिकित्सकहरुबाट विस्तृत स्वास्थ्य परीक्षण गरिनेछ । साथै उम्मेदवारहरुको विस्तृत स्वास्थ्य परीक्षण गर्दा नियम गर्दा तोकिए बमोजिम शुल्क लाग्नेछ । [742, 1476, 1415, 1488]
cell-remark [1403, 1004, 1421, 1019]
cell-sn: १ [741, 1369, 771, 1384]
col-test: परीक्षा विवरण [771, 759, 891, 774]
col-adv: विज्ञापन नं. [75, 63, 157, 78]
cell-qual: साधारण लेखपढ गर्न सक्ने । [241, 273, 714, 288]
list-item: (१) अनुहारमा छालाको सतह भन्दा माथी उठेको कोठी भई हिस्सी वा अनुहार नपरी विरूप देखिने तथा अंगभंग भई कुरूप देखिने हुन नहुने । [748, 91, 1242, 103]
list-item: (१) Knock Knee: दुवै खुट्टा जोडेर उभिदा गोलिगांठो बीच १० से.मी. भन्दा धेरै ग्याप हुन नहुने । [748, 166, 1097, 178]
sub-label: विवरण [1277, 962, 1404, 977]
cell-best: ८० सेकेण्ड भित्र [1277, 1065, 1404, 1092]
cell-sn: १ [41, 79, 75, 119]
cell-sn: ३ [741, 1219, 771, 1234]
cell-remark [1403, 1035, 1421, 1050]
cell-best: ११ पटक वा सो भन्दा बढी [1260, 820, 1403, 835]
cell-post: केशकर्तक [157, 365, 241, 380]
cell-time: १ घण्टा १५ मिनेट [1198, 1384, 1403, 1399]
list-item: (२) अस्वभाविक रूपमा कपाल फुलेको हुन नहुने । [748, 426, 927, 438]
col-remark: कै. [713, 654, 731, 669]
cell-pass: १८ मिनेट १ सेकेण्ड देखि १७ मिनेट [891, 850, 1076, 865]
cell-sn: ५ [741, 1250, 771, 1265]
